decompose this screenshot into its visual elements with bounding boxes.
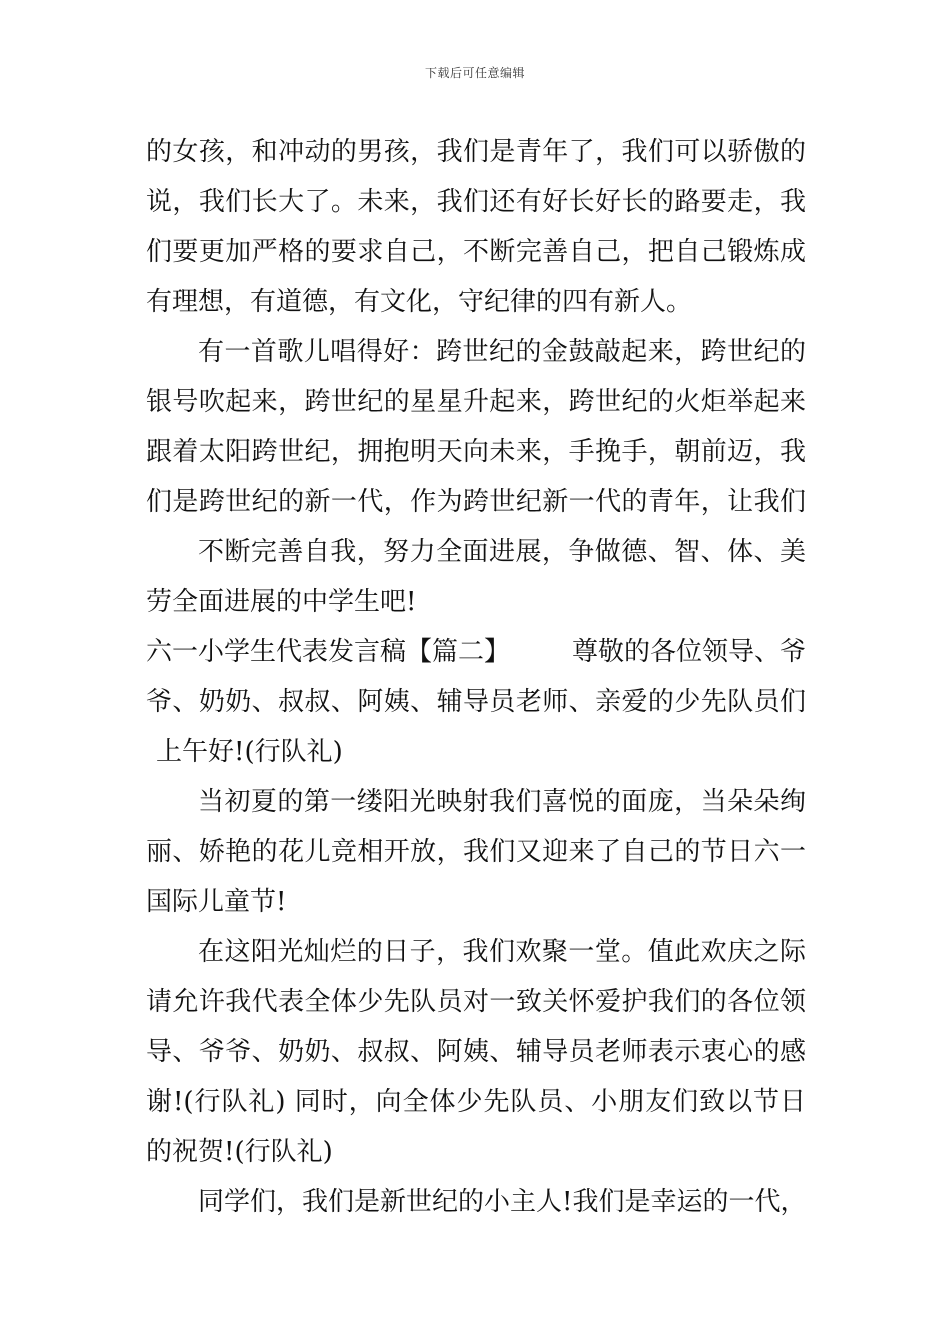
- text-line: 有理想，有道德，有文化，守纪律的四有新人。: [146, 287, 693, 317]
- text-line: 爷、奶奶、叔叔、阿姨、辅导员老师、亲爱的少先队员们: [146, 687, 806, 717]
- text-line: 上午好!(行队礼): [156, 737, 343, 767]
- text-line: 说，我们长大了。未来，我们还有好长好长的路要走，我: [146, 187, 806, 217]
- text-line: 的女孩，和冲动的男孩，我们是青年了，我们可以骄傲的: [146, 137, 806, 167]
- text-line: 谢!(行队礼) 同时，向全体少先队员、小朋友们致以节日: [146, 1087, 806, 1117]
- text-line: 有一首歌儿唱得好：跨世纪的金鼓敲起来，跨世纪的: [198, 337, 806, 367]
- text-line: 们是跨世纪的新一代，作为跨世纪新一代的青年，让我们: [146, 487, 806, 517]
- text-line: 跟着太阳跨世纪，拥抱明天向未来，手挽手，朝前迈，我: [146, 437, 806, 467]
- section-heading: 六一小学生代表发言稿【篇二】: [146, 637, 511, 667]
- page-header: 下载后可任意编辑: [424, 66, 525, 80]
- text-line: 的祝贺!(行队礼): [146, 1137, 333, 1167]
- text-line: 同学们，我们是新世纪的小主人!我们是幸运的一代，: [198, 1187, 806, 1217]
- text-line: 们要更加严格的要求自己，不断完善自己，把自己锻炼成: [146, 237, 806, 267]
- text-line: 请允许我代表全体少先队员对一致关怀爱护我们的各位领: [146, 987, 806, 1017]
- text-line: 在这阳光灿烂的日子，我们欢聚一堂。值此欢庆之际: [198, 937, 806, 967]
- text-line: 导、爷爷、奶奶、叔叔、阿姨、辅导员老师表示衷心的感: [146, 1037, 806, 1067]
- text-line: 劳全面进展的中学生吧!: [146, 587, 417, 617]
- section-heading-line: [146, 627, 806, 677]
- text-line: 不断完善自我，努力全面进展，争做德、智、体、美: [198, 537, 806, 567]
- text-line: 当初夏的第一缕阳光映射我们喜悦的面庞，当朵朵绚: [198, 787, 806, 817]
- document-body: [146, 127, 806, 1227]
- text-fragment: 尊敬的各位领导、爷: [572, 637, 806, 667]
- text-line: 银号吹起来，跨世纪的星星升起来，跨世纪的火炬举起来: [146, 387, 806, 417]
- text-line: 丽、娇艳的花儿竞相开放，我们又迎来了自己的节日六一: [146, 837, 806, 867]
- text-line: 国际儿童节!: [146, 887, 287, 917]
